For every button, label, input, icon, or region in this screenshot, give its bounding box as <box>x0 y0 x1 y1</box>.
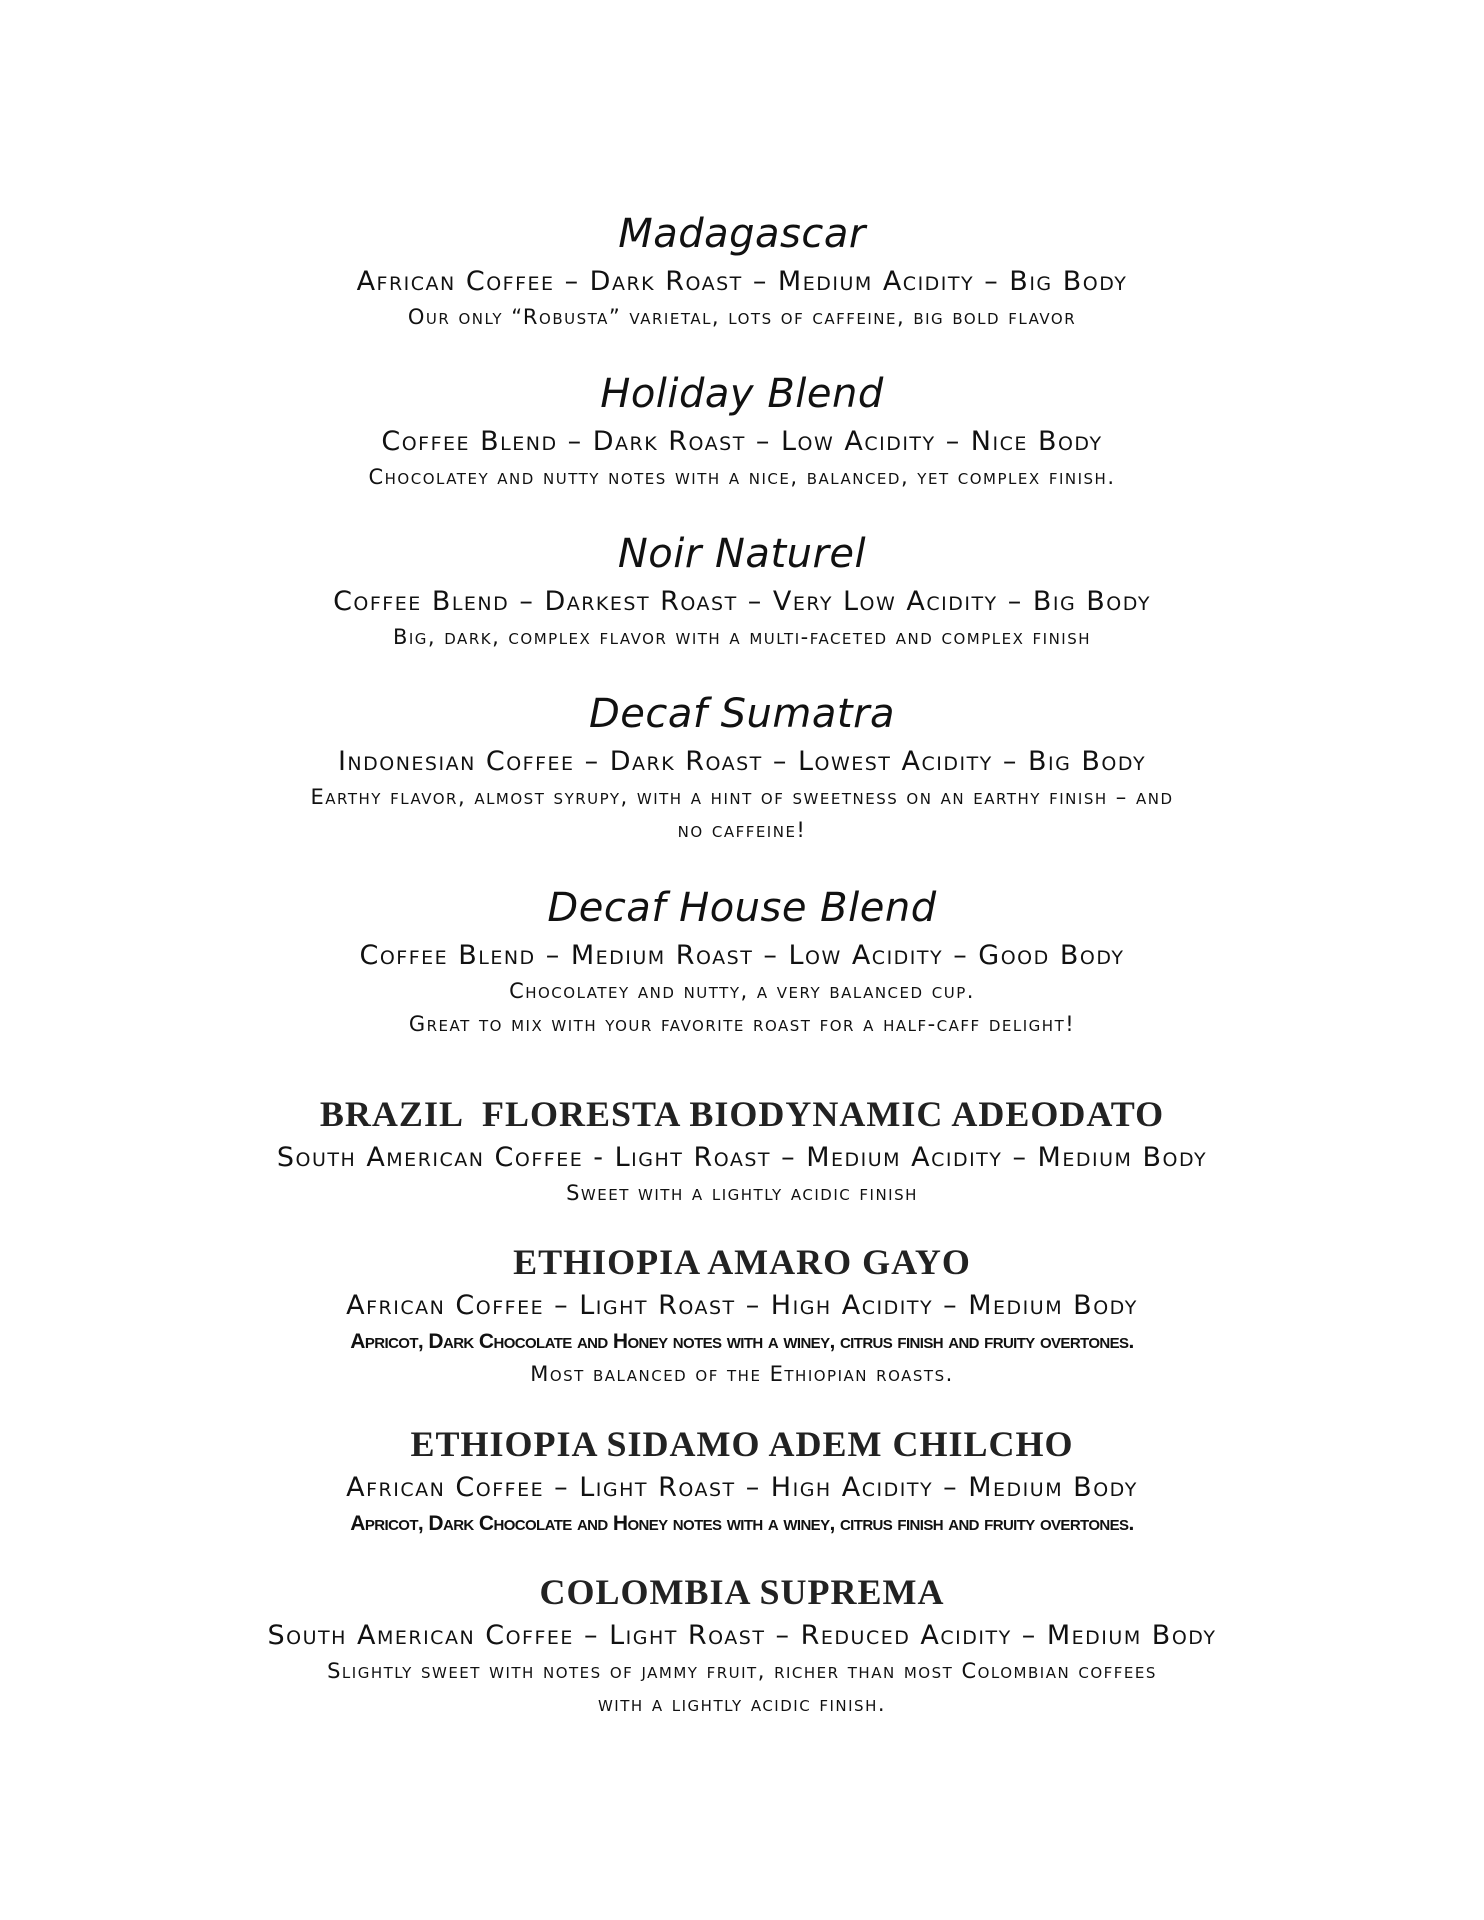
coffee-description: Chocolatey and nutty notes with a nice, balanced, yet complex finish. <box>368 465 1116 489</box>
coffee-specs: South American Coffee - Light Roast – Medium Acidity – Medium Body <box>276 1142 1208 1173</box>
coffee-name: ETHIOPIA AMARO GAYO <box>513 1242 971 1282</box>
coffee-specs: Coffee Blend – Dark Roast – Low Acidity – Nice Body <box>381 426 1103 457</box>
coffee-specs: African Coffee – Light Roast – High Acidity – Medium Body <box>346 1290 1138 1321</box>
coffee-name: Decaf House Blend <box>547 885 937 931</box>
coffee-description: Earthy flavor, almost syrupy, with a hint of sweetness on an earthy finish – and <box>310 785 1174 809</box>
coffee-name: Noir Naturel <box>617 531 867 577</box>
coffee-specs: African Coffee – Dark Roast – Medium Acidity – Big Body <box>356 266 1128 297</box>
coffee-name: Decaf Sumatra <box>588 691 896 737</box>
coffee-description: no caffeine! <box>677 818 807 842</box>
coffee-specs: Coffee Blend – Darkest Roast – Very Low Acidity – Big Body <box>333 586 1151 617</box>
coffee-specs: African Coffee – Light Roast – High Acidity – Medium Body <box>346 1472 1138 1503</box>
coffee-entry-ethiopia-amaro-gayo <box>0 1244 1484 1391</box>
coffee-description: Our only “Robusta” varietal, lots of caffeine, big bold flavor <box>407 305 1077 329</box>
coffee-specs: Coffee Blend – Medium Roast – Low Acidity – Good Body <box>359 940 1125 971</box>
coffee-description: with a lightly acidic finish. <box>597 1692 887 1716</box>
coffee-description: Most balanced of the Ethiopian roasts. <box>530 1362 954 1386</box>
coffee-description: Great to mix with your favorite roast for a half-caff delight! <box>408 1012 1076 1036</box>
coffee-entry-decaf-house-blend <box>0 885 1484 1041</box>
coffee-name: COLOMBIA SUPREMA <box>539 1572 945 1612</box>
coffee-description: Big, dark, complex flavor with a multi-faceted and complex finish <box>392 625 1092 649</box>
coffee-name: BRAZIL FLORESTA BIODYNAMIC ADEODATO <box>319 1094 1165 1134</box>
coffee-entry-decaf-sumatra <box>0 691 1484 847</box>
coffee-entry-holiday-blend <box>0 371 1484 494</box>
coffee-entry-madagascar <box>0 211 1484 334</box>
coffee-entry-colombia-suprema <box>0 1574 1484 1721</box>
coffee-name: Madagascar <box>618 211 866 257</box>
coffee-description: Slightly sweet with notes of jammy fruit, richer than most Colombian coffees <box>327 1659 1157 1683</box>
coffee-specs: South American Coffee – Light Roast – Reduced Acidity – Medium Body <box>267 1620 1217 1651</box>
coffee-description: Apricot, Dark Chocolate and Honey notes with a winey, citrus finish and fruity overtones. <box>350 1330 1134 1353</box>
coffee-entry-brazil-floresta <box>0 1096 1484 1210</box>
coffee-entry-noir-naturel <box>0 531 1484 654</box>
coffee-entry-ethiopia-sidamo <box>0 1426 1484 1540</box>
coffee-name: Holiday Blend <box>600 371 884 417</box>
coffee-description: Chocolatey and nutty, a very balanced cup. <box>509 979 975 1003</box>
coffee-specs: Indonesian Coffee – Dark Roast – Lowest Acidity – Big Body <box>337 746 1147 777</box>
coffee-description: Apricot, Dark Chocolate and Honey notes with a winey, citrus finish and fruity overtones. <box>350 1512 1134 1535</box>
coffee-name: ETHIOPIA SIDAMO ADEM CHILCHO <box>410 1424 1074 1464</box>
coffee-description: Sweet with a lightly acidic finish <box>566 1181 918 1205</box>
